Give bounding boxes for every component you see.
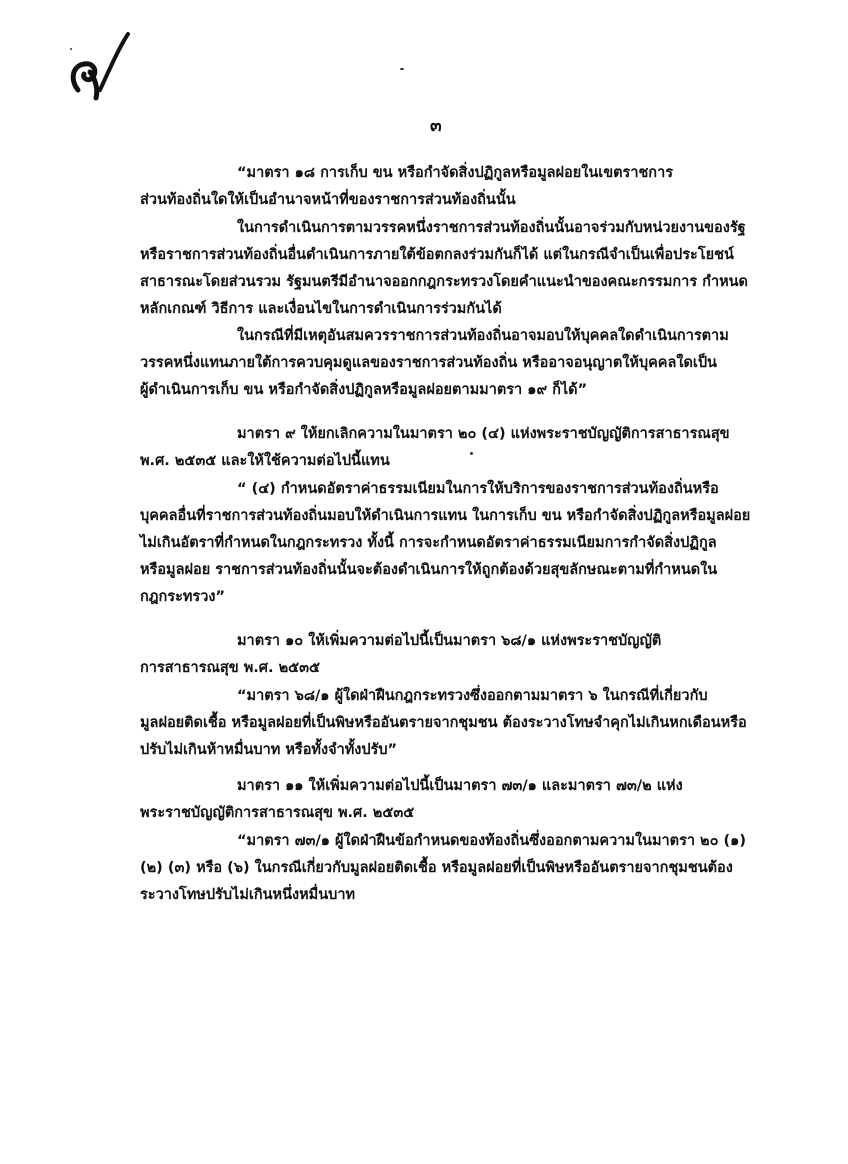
text-line: “มาตรา ๖๘/๑ ผู้ใดฝ่าฝืนกฎกระทรวงซึ่งออกตามมาตรา ๖ ในกรณีที่เกี่ยวกับ [237, 688, 708, 704]
text-line: “มาตรา ๗๓/๑ ผู้ใดฝ่าฝืนข้อกำหนดของท้องถิ่นซึ่งออกตามความในมาตรา ๒๐ (๑) [237, 833, 746, 849]
scan-speck [400, 68, 404, 70]
text-line: ในกรณีที่มีเหตุอันสมควรราชการส่วนท้องถิ่นอาจมอบให้บุคคลใดดำเนินการตาม [237, 328, 729, 344]
text-line: ปรับไม่เกินห้าหมื่นบาท หรือทั้งจำทั้งปรับ” [140, 742, 398, 758]
text-line: หรือมูลฝอย ราชการส่วนท้องถิ่นนั้นจะต้องดำเนินการให้ถูกต้องด้วยสุขลักษณะตามที่กำหนดใน [140, 562, 718, 578]
text-line: สาธารณะโดยส่วนรวม รัฐมนตรีมีอำนาจออกกฎกระทรวงโดยคำแนะนำของคณะกรรมการ กำหนด [140, 274, 748, 290]
text-line: พ.ศ. ๒๕๓๕ และให้ใช้ความต่อไปนี้แทน [140, 453, 390, 469]
text-line: กฎกระทรวง” [140, 589, 225, 605]
text-line: “มาตรา ๑๘ การเก็บ ขน หรือกำจัดสิ่งปฏิกูลหรือมูลฝอยในเขตราชการ [237, 165, 674, 181]
text-line: ไม่เกินอัตราที่กำหนดในกฎกระทรวง ทั้งนี้ การจะกำหนดอัตราค่าธรรมเนียมการกำจัดสิ่งปฏิกูล [140, 535, 717, 551]
text-line: ระวางโทษปรับไม่เกินหนึ่งหมื่นบาท [140, 887, 356, 903]
text-line: หรือราชการส่วนท้องถิ่นอื่นดำเนินการภายใต้ข้อตกลงร่วมกันก็ได้ แต่ในกรณีจำเป็นเพื่อประโยชน์ [140, 247, 734, 263]
text-line: วรรคหนึ่งแทนภายใต้การควบคุมดูแลของราชการส่วนท้องถิ่น หรืออาจอนุญาตให้บุคคลใดเป็น [140, 355, 717, 371]
handwritten-page-mark [66, 28, 146, 108]
text-line: “ (๔) กำหนดอัตราค่าธรรมเนียมในการให้บริการของราชการส่วนท้องถิ่นหรือ [237, 481, 719, 497]
scan-speck [70, 48, 72, 50]
text-line: มาตรา ๙ ให้ยกเลิกความในมาตรา ๒๐ (๔) แห่งพระราชบัญญัติการสาธารณสุข [237, 426, 730, 442]
text-line: (๒) (๓) หรือ (๖) ในกรณีเกี่ยวกับมูลฝอยติดเชื้อ หรือมูลฝอยที่เป็นพิษหรืออันตรายจากชุมชนต้อง [140, 860, 733, 876]
text-line: มาตรา ๑๐ ให้เพิ่มความต่อไปนี้เป็นมาตรา ๖๘/๑ แห่งพระราชบัญญัติ [237, 633, 662, 649]
text-line: การสาธารณสุข พ.ศ. ๒๕๓๕ [140, 660, 320, 676]
text-line: มูลฝอยติดเชื้อ หรือมูลฝอยที่เป็นพิษหรืออันตรายจากชุมชน ต้องระวางโทษจำคุกไม่เกินหกเดือนหรือ [140, 715, 747, 731]
text-line: หลักเกณฑ์ วิธีการ และเงื่อนไขในการดำเนินการร่วมกันได้ [140, 301, 502, 317]
text-line: มาตรา ๑๑ ให้เพิ่มความต่อไปนี้เป็นมาตรา ๗๓/๑ และมาตรา ๗๓/๒ แห่ง [237, 778, 683, 794]
text-line: พระราชบัญญัติการสาธารณสุข พ.ศ. ๒๕๓๕ [140, 805, 415, 821]
page-number: ๓ [430, 116, 442, 136]
text-line: ส่วนท้องถิ่นใดให้เป็นอำนาจหน้าที่ของราชการส่วนท้องถิ่นนั้น [140, 192, 516, 208]
text-line: ผู้ดำเนินการเก็บ ขน หรือกำจัดสิ่งปฏิกูลหรือมูลฝอยตามมาตรา ๑๙ ก็ได้” [140, 382, 588, 398]
text-line: บุคคลอื่นที่ราชการส่วนท้องถิ่นมอบให้ดำเนินการแทน ในการเก็บ ขน หรือกำจัดสิ่งปฏิกูลหรือมูลฝอย [140, 508, 751, 524]
scan-speck [470, 452, 473, 455]
text-line: ในการดำเนินการตามวรรคหนึ่งราชการส่วนท้องถิ่นนั้นอาจร่วมกับหน่วยงานของรัฐ [237, 220, 746, 236]
